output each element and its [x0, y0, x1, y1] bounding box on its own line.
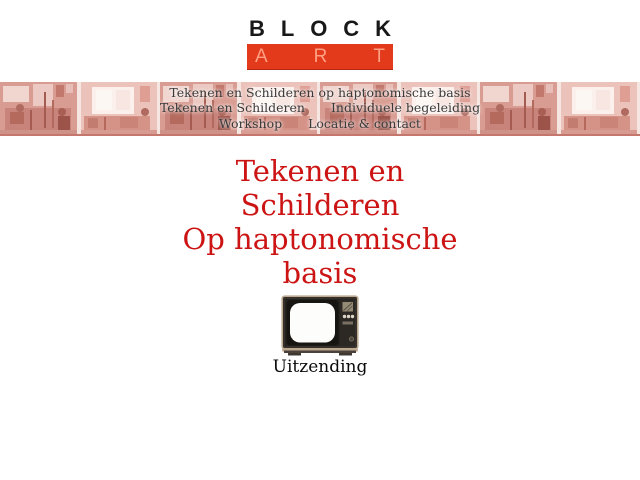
page-title-line: Op haptonomische — [182, 222, 458, 256]
nav-banner — [0, 82, 640, 136]
nav-row-3 — [219, 116, 421, 132]
page-title-line: basis — [282, 256, 358, 290]
page-title-line: Tekenen en — [235, 154, 405, 188]
nav-row-1 — [169, 85, 470, 101]
logo-letter: K — [375, 16, 391, 41]
site-logo[interactable] — [247, 16, 393, 70]
logo-art-letter: T — [373, 45, 385, 67]
logo-letter: C — [343, 16, 360, 41]
page-title — [0, 154, 640, 290]
logo-letter: O — [310, 16, 328, 41]
nav-link-locatie-contact[interactable]: Locatie & contact — [308, 115, 421, 131]
uitzending-tv-link[interactable] — [281, 295, 359, 356]
main-content — [0, 154, 640, 377]
nav-link-workshop[interactable]: Workshop — [219, 115, 283, 131]
nav-links — [0, 82, 640, 134]
logo-letter: L — [280, 16, 295, 41]
logo-block-text — [247, 16, 393, 42]
page-title-line: Schilderen — [240, 188, 400, 222]
nav-row-2 — [160, 100, 480, 116]
logo-art-letter: A — [255, 45, 268, 67]
logo-art-letter: R — [313, 45, 328, 67]
nav-link-haptonomische-basis[interactable]: Tekenen en Schilderen op haptonomische basis — [169, 84, 471, 100]
retro-television-icon — [281, 295, 359, 356]
uitzending-link[interactable]: Uitzending — [272, 357, 368, 377]
nav-link-tekenen-en-schilderen[interactable]: Tekenen en Schilderen — [159, 100, 305, 116]
logo-letter: B — [249, 16, 265, 41]
nav-link-individuele-begeleiding[interactable]: Individuele begeleiding — [330, 100, 481, 116]
logo-art-box — [247, 44, 393, 70]
